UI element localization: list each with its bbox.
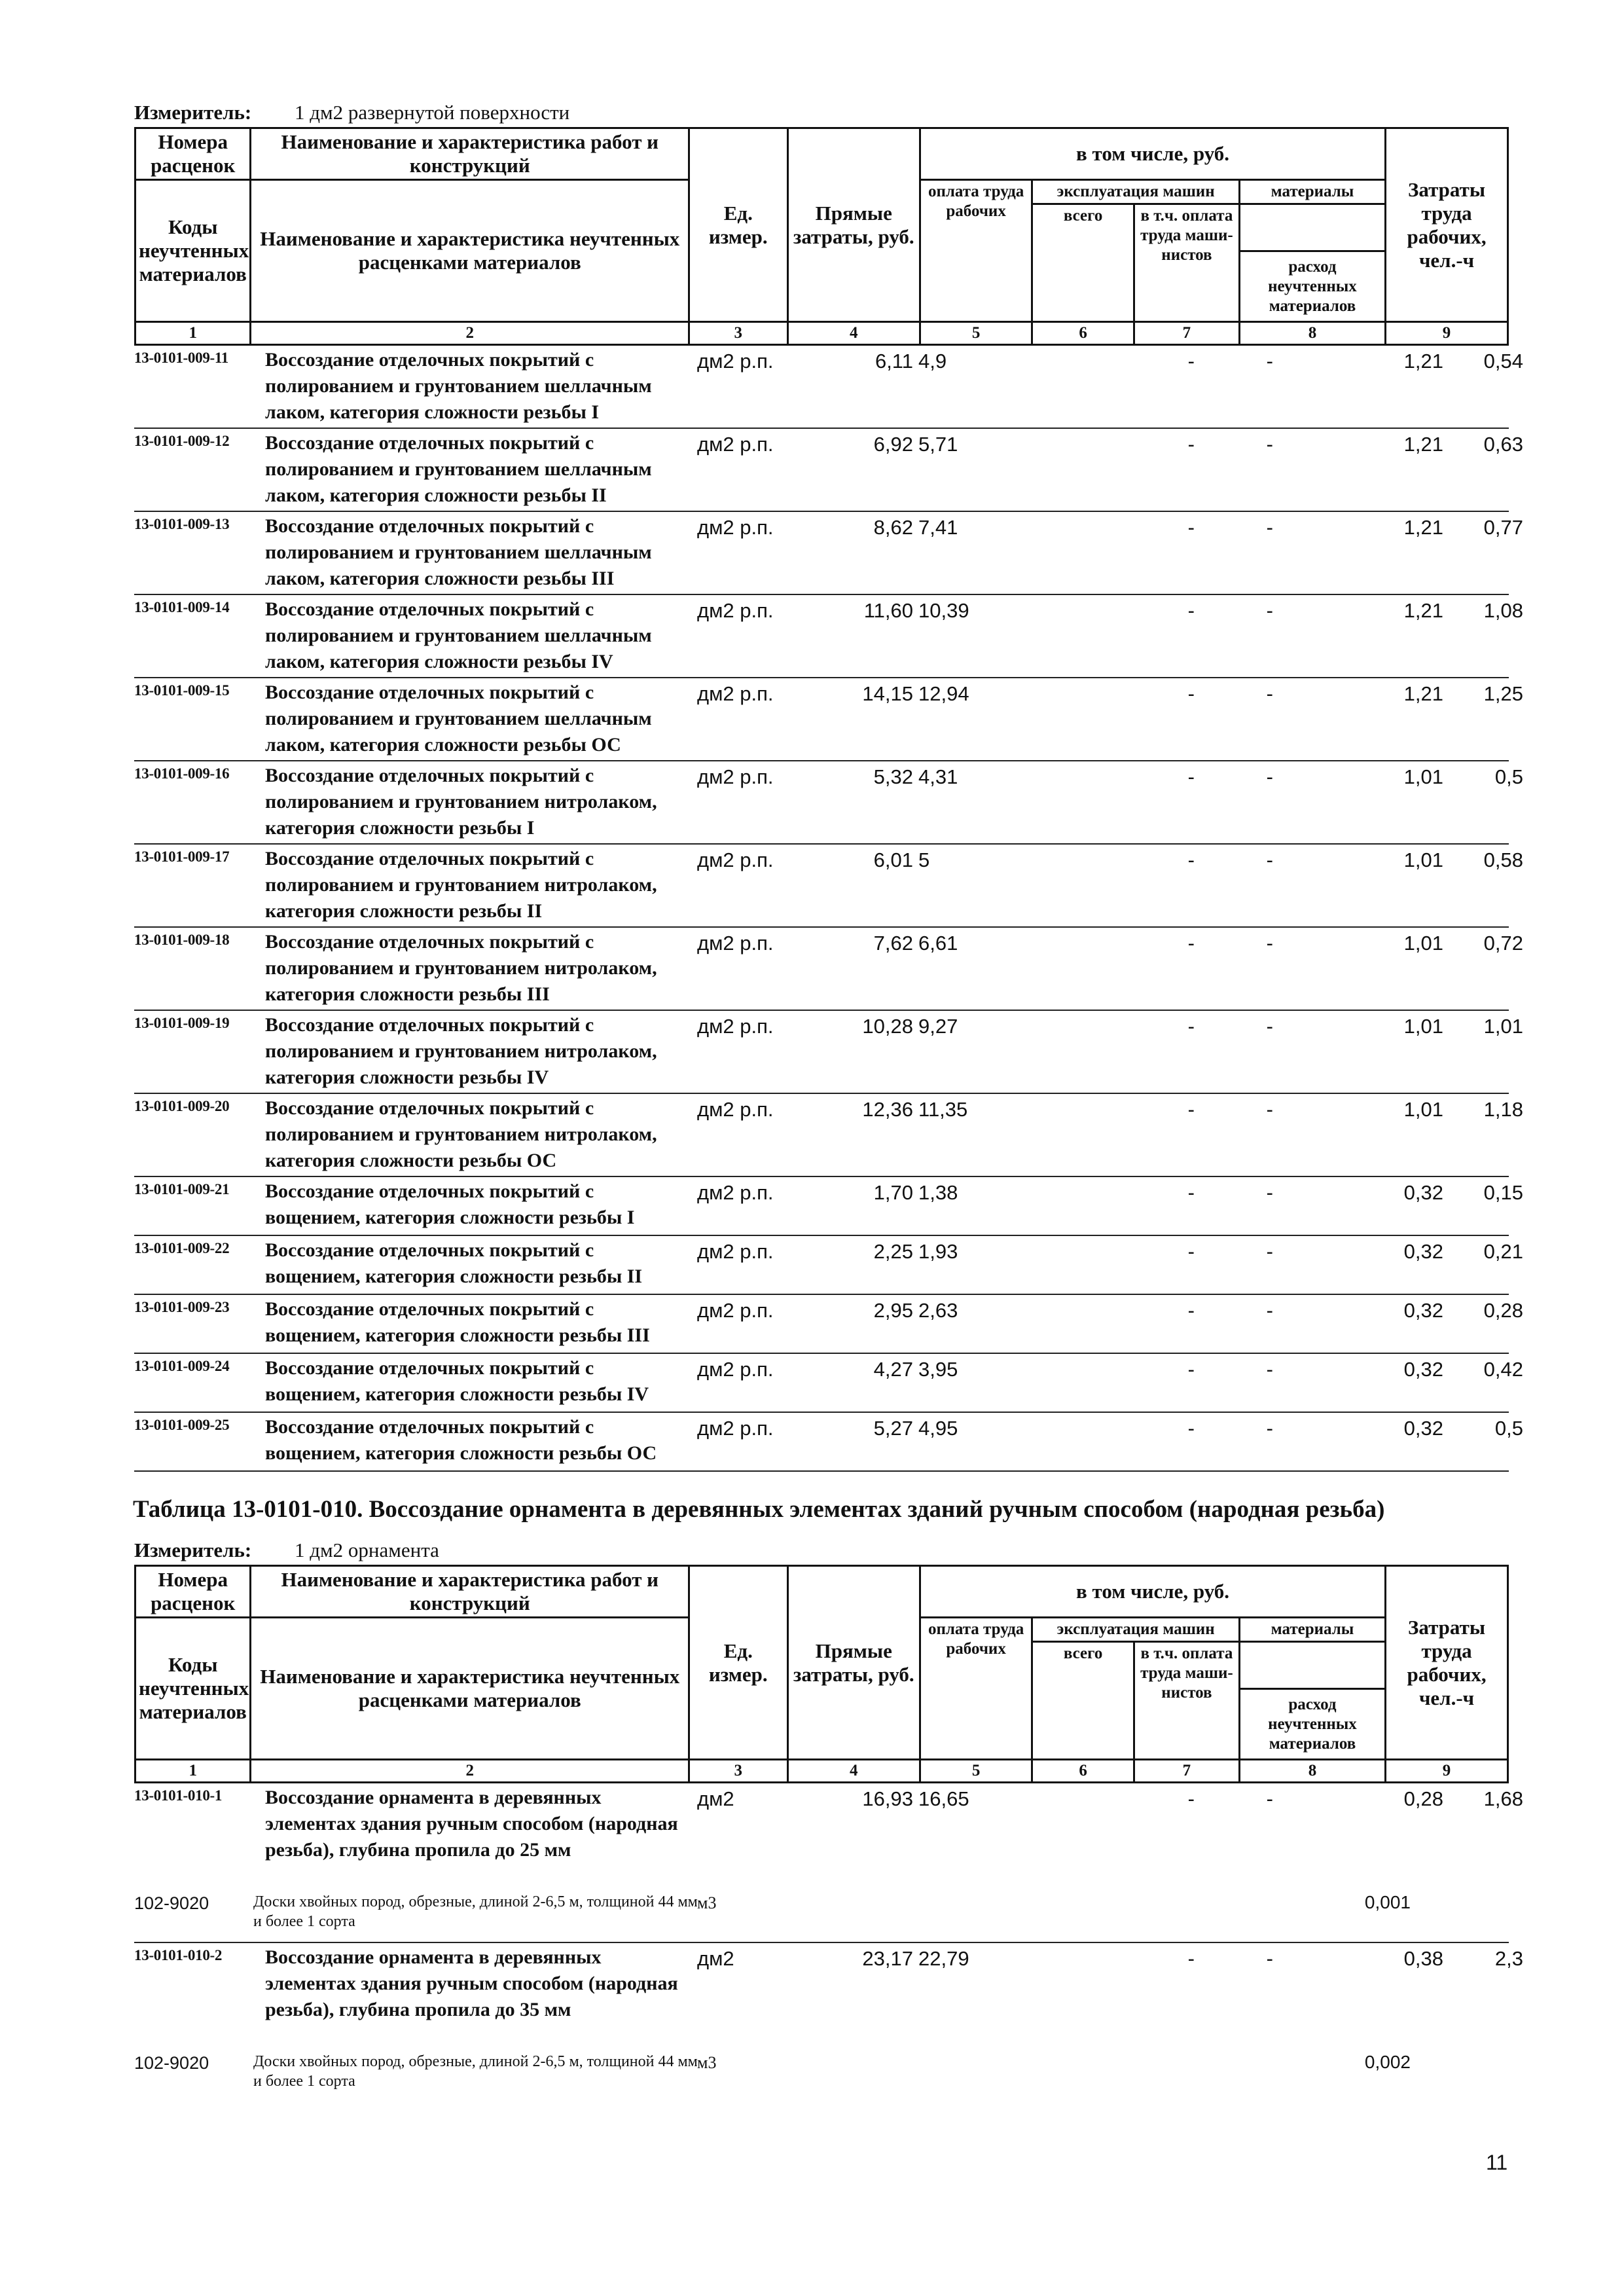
rate-code: 13-0101-010-1 [134, 1787, 223, 1804]
labor-pay: 12,94 [918, 682, 969, 705]
unit: дм2 р.п. [697, 516, 774, 539]
labor-hours: 0,42 [1483, 1358, 1523, 1381]
hdr2-mat-usage: расход неучтенных материалов [1239, 1689, 1385, 1760]
labor-pay: 10,39 [918, 599, 969, 622]
labor-hours: 0,28 [1483, 1299, 1523, 1322]
direct-costs: 14,15 [862, 682, 913, 705]
machines-total: - [1187, 1299, 1195, 1322]
machines-total: - [1187, 1240, 1195, 1263]
material-qty: 0,001 [1364, 1892, 1411, 1912]
rate-code: 13-0101-009-25 [134, 1417, 230, 1433]
machinist-pay: - [1266, 516, 1273, 539]
machines-total: - [1187, 350, 1195, 373]
labor-hours: 2,3 [1494, 1947, 1523, 1970]
direct-costs: 5,27 [873, 1417, 913, 1440]
material-name: Доски хвойных пород, обрезные, длиной 2-6,5 м, толщиной 44 мм и более 1 сорта [253, 2053, 698, 2090]
rate-code: 13-0101-009-11 [134, 350, 229, 366]
machines-total: - [1187, 1947, 1195, 1970]
materials-cost: 1,21 [1403, 682, 1443, 705]
work-name: Воссоздание отделочных покрытий с полированием и грунтованием нитролаком, категория сложности резьбы III [265, 931, 657, 1005]
hdr-num-3: 3 [689, 322, 788, 345]
labor-hours: 1,68 [1483, 1787, 1523, 1810]
rate-code: 13-0101-009-23 [134, 1299, 230, 1315]
measurer-value: 1 дм2 развернутой поверхности [295, 101, 570, 124]
unit: дм2 р.п. [697, 682, 774, 705]
hdr-materials: материалы [1239, 180, 1385, 204]
work-name: Воссоздание отделочных покрытий с полированием и грунтованием шеллачным лаком, категория сложности резьбы II [265, 432, 652, 506]
material-name: Доски хвойных пород, обрезные, длиной 2-6,5 м, толщиной 44 мм и более 1 сорта [253, 1893, 698, 1930]
labor-hours: 1,18 [1483, 1098, 1523, 1121]
work-name: Воссоздание орнамента в деревянных элементах здания ручным способом (народная резьба), глубина пропила до 35 мм [265, 1946, 678, 2020]
direct-costs: 7,62 [873, 932, 913, 955]
labor-hours: 1,01 [1483, 1015, 1523, 1038]
hdr-num-5: 5 [920, 322, 1032, 345]
rate-code: 13-0101-009-14 [134, 599, 230, 615]
table-row [134, 1094, 1523, 1177]
unit: дм2 р.п. [697, 1015, 774, 1038]
material-row [134, 2049, 1509, 2102]
hdr2-unit: Ед. измер. [689, 1566, 788, 1760]
labor-pay: 2,63 [918, 1299, 958, 1322]
hdr2-direct: Прямые затраты, руб. [787, 1566, 920, 1760]
unit: дм2 р.п. [697, 1299, 774, 1322]
labor-pay: 5 [918, 848, 930, 871]
direct-costs: 6,01 [873, 848, 913, 871]
machinist-pay: - [1266, 848, 1273, 871]
hdr-work-name: Наименование и характеристика работ и конструкций [251, 128, 689, 180]
rate-code: 13-0101-009-17 [134, 848, 230, 865]
hdr-machines: эксплуатация машин [1032, 180, 1240, 204]
work-name: Воссоздание отделочных покрытий с полированием и грунтованием шеллачным лаком, категория сложности резьбы ОС [265, 682, 652, 756]
labor-pay: 9,27 [918, 1015, 958, 1038]
measurer-line-1 [134, 98, 1522, 127]
table-row [134, 1354, 1523, 1413]
machinist-pay: - [1266, 1098, 1273, 1121]
hdr2-num-6: 6 [1032, 1760, 1134, 1783]
material-code: 102-9020 [134, 1893, 209, 1913]
materials-cost: 1,01 [1403, 848, 1443, 871]
machines-total: - [1187, 599, 1195, 622]
rate-code: 13-0101-009-15 [134, 682, 230, 699]
work-name: Воссоздание орнамента в деревянных элементах здания ручным способом (народная резьба), глубина пропила до 25 мм [265, 1787, 678, 1861]
materials-cost: 1,21 [1403, 350, 1443, 373]
work-name: Воссоздание отделочных покрытий с полированием и грунтованием нитролаком, категория сложности резьбы I [265, 765, 657, 839]
machinist-pay: - [1266, 1417, 1273, 1440]
work-name: Воссоздание отделочных покрытий с вощением, категория сложности резьбы ОС [265, 1416, 657, 1464]
material-qty: 0,002 [1364, 2052, 1411, 2072]
direct-costs: 1,70 [873, 1181, 913, 1204]
table-row [134, 678, 1523, 761]
machines-total: - [1187, 1098, 1195, 1121]
machinist-pay: - [1266, 1240, 1273, 1263]
hdr-codes: Коды неучтенных материалов [135, 180, 251, 322]
direct-costs: 4,27 [873, 1358, 913, 1381]
rate-code: 13-0101-009-21 [134, 1181, 230, 1197]
materials-cost: 0,28 [1403, 1787, 1443, 1810]
hdr-labor-cost: Затраты труда рабочих, чел.-ч [1386, 128, 1508, 322]
hdr-direct: Прямые затраты, руб. [787, 128, 920, 322]
materials-cost: 1,21 [1403, 599, 1443, 622]
labor-hours: 1,25 [1483, 682, 1523, 705]
direct-costs: 6,92 [873, 433, 913, 456]
labor-pay: 1,38 [918, 1181, 958, 1204]
hdr-mat-name: Наименование и характеристика неучтенных расценками материалов [251, 180, 689, 322]
unit: дм2 р.п. [697, 1417, 774, 1440]
rate-code: 13-0101-009-22 [134, 1240, 230, 1256]
rate-code: 13-0101-009-19 [134, 1015, 230, 1031]
materials-cost: 1,01 [1403, 932, 1443, 955]
table-row [134, 1236, 1523, 1295]
work-name: Воссоздание отделочных покрытий с полированием и грунтованием шеллачным лаком, категория сложности резьбы I [265, 349, 652, 423]
unit: дм2 р.п. [697, 1240, 774, 1263]
table-title-2: Таблица 13-0101-010. Воссоздание орнамента в деревянных элементах зданий ручным способом (народная резьба) [133, 1496, 1385, 1523]
labor-hours: 0,54 [1483, 350, 1523, 373]
table-header-2 [134, 1565, 1509, 1783]
measurer-value-2: 1 дм2 орнамента [295, 1539, 439, 1561]
machines-total: - [1187, 765, 1195, 788]
hdr-mat-blank [1239, 204, 1385, 251]
work-name: Воссоздание отделочных покрытий с полированием и грунтованием нитролаком, категория сложности резьбы IV [265, 1014, 657, 1088]
hdr-num-6: 6 [1032, 322, 1134, 345]
material-unit: м3 [697, 1893, 717, 1912]
hdr2-numbers: Номера расценок [135, 1566, 251, 1618]
hdr2-incl: в том числе, руб. [920, 1566, 1385, 1618]
materials-cost: 0,38 [1403, 1947, 1443, 1970]
materials-cost: 1,01 [1403, 1098, 1443, 1121]
work-name: Воссоздание отделочных покрытий с полированием и грунтованием нитролаком, категория сложности резьбы II [265, 848, 657, 922]
labor-pay: 4,9 [918, 350, 947, 373]
rate-code: 13-0101-009-20 [134, 1098, 230, 1114]
hdr-num-4: 4 [787, 322, 920, 345]
table-body-2 [134, 1783, 1523, 2102]
direct-costs: 2,95 [873, 1299, 913, 1322]
machinist-pay: - [1266, 932, 1273, 955]
labor-pay: 6,61 [918, 932, 958, 955]
material-unit: м3 [697, 2053, 717, 2072]
machinist-pay: - [1266, 1299, 1273, 1322]
hdr2-codes: Коды неучтенных материалов [135, 1618, 251, 1760]
hdr-numbers: Номера расценок [135, 128, 251, 180]
machinist-pay: - [1266, 350, 1273, 373]
labor-pay: 4,31 [918, 765, 958, 788]
materials-cost: 0,32 [1403, 1417, 1443, 1440]
machinist-pay: - [1266, 1015, 1273, 1038]
machinist-pay: - [1266, 1358, 1273, 1381]
rate-code: 13-0101-010-2 [134, 1947, 223, 1963]
machinist-pay: - [1266, 1181, 1273, 1204]
hdr2-labor-cost: Затраты труда рабочих, чел.-ч [1386, 1566, 1508, 1760]
materials-cost: 0,32 [1403, 1358, 1443, 1381]
table-row [134, 928, 1523, 1011]
hdr-mach-total: всего [1032, 204, 1134, 322]
table-row [134, 595, 1523, 678]
measurer-line-2 [134, 1536, 1522, 1565]
labor-hours: 0,72 [1483, 932, 1523, 955]
materials-cost: 0,32 [1403, 1240, 1443, 1263]
unit: дм2 р.п. [697, 350, 774, 373]
rate-code: 13-0101-009-18 [134, 932, 230, 948]
hdr-num-7: 7 [1134, 322, 1239, 345]
hdr2-work-name: Наименование и характеристика работ и конструкций [251, 1566, 689, 1618]
hdr-incl: в том числе, руб. [920, 128, 1385, 180]
materials-cost: 1,01 [1403, 1015, 1443, 1038]
hdr-num-8: 8 [1239, 322, 1385, 345]
unit: дм2 р.п. [697, 1181, 774, 1204]
machinist-pay: - [1266, 599, 1273, 622]
hdr-num-9: 9 [1386, 322, 1508, 345]
unit: дм2 р.п. [697, 599, 774, 622]
unit: дм2 р.п. [697, 433, 774, 456]
labor-hours: 0,5 [1494, 765, 1523, 788]
table-row [134, 512, 1523, 595]
hdr2-num-5: 5 [920, 1760, 1032, 1783]
measurer-label: Измеритель: [134, 101, 252, 124]
work-name: Воссоздание отделочных покрытий с вощением, категория сложности резьбы IV [265, 1357, 649, 1405]
hdr2-num-1: 1 [135, 1760, 251, 1783]
direct-costs: 10,28 [862, 1015, 913, 1038]
direct-costs: 6,11 [875, 350, 913, 373]
machinist-pay: - [1266, 765, 1273, 788]
materials-cost: 1,01 [1403, 765, 1443, 788]
labor-hours: 0,5 [1494, 1417, 1523, 1440]
hdr-labor: оплата труда рабочих [920, 180, 1032, 322]
work-name: Воссоздание отделочных покрытий с полированием и грунтованием шеллачным лаком, категория сложности резьбы III [265, 515, 652, 589]
work-name: Воссоздание отделочных покрытий с полированием и грунтованием шеллачным лаком, категория сложности резьбы IV [265, 598, 652, 672]
labor-pay: 5,71 [918, 433, 958, 456]
hdr2-machines: эксплуатация машин [1032, 1618, 1240, 1642]
unit: дм2 [697, 1787, 734, 1810]
labor-hours: 0,77 [1483, 516, 1523, 539]
measurer-label-2: Измеритель: [134, 1539, 252, 1561]
table-row [134, 1011, 1523, 1094]
materials-cost: 1,21 [1403, 433, 1443, 456]
hdr2-num-2: 2 [251, 1760, 689, 1783]
labor-pay: 3,95 [918, 1358, 958, 1381]
labor-hours: 0,21 [1483, 1240, 1523, 1263]
machines-total: - [1187, 1787, 1195, 1810]
labor-pay: 22,79 [918, 1947, 969, 1970]
document-page [134, 98, 1522, 2102]
work-name: Воссоздание отделочных покрытий с полированием и грунтованием нитролаком, категория сложности резьбы ОС [265, 1097, 657, 1171]
material-row [134, 1889, 1509, 1942]
work-name: Воссоздание отделочных покрытий с вощением, категория сложности резьбы III [265, 1298, 650, 1346]
machinist-pay: - [1266, 1947, 1273, 1970]
machines-total: - [1187, 1358, 1195, 1381]
machines-total: - [1187, 1181, 1195, 1204]
table-row [134, 346, 1523, 429]
unit: дм2 р.п. [697, 932, 774, 955]
hdr2-num-9: 9 [1386, 1760, 1508, 1783]
hdr2-labor: оплата труда рабочих [920, 1618, 1032, 1760]
materials-cost: 1,21 [1403, 516, 1443, 539]
machines-total: - [1187, 848, 1195, 871]
machines-total: - [1187, 516, 1195, 539]
table-row [134, 1783, 1523, 1889]
work-name: Воссоздание отделочных покрытий с вощением, категория сложности резьбы I [265, 1180, 635, 1228]
table-row [134, 1295, 1523, 1354]
labor-pay: 1,93 [918, 1240, 958, 1263]
machinist-pay: - [1266, 1787, 1273, 1810]
hdr2-materials: материалы [1239, 1618, 1385, 1642]
rate-code: 13-0101-009-12 [134, 433, 230, 449]
direct-costs: 23,17 [862, 1947, 913, 1970]
direct-costs: 5,32 [873, 765, 913, 788]
labor-pay: 16,65 [918, 1787, 969, 1810]
labor-pay: 11,35 [918, 1098, 968, 1121]
table-header-1 [134, 127, 1509, 346]
hdr-num-2: 2 [251, 322, 689, 345]
machines-total: - [1187, 682, 1195, 705]
work-name: Воссоздание отделочных покрытий с вощением, категория сложности резьбы II [265, 1239, 643, 1287]
direct-costs: 11,60 [863, 599, 913, 622]
direct-costs: 12,36 [862, 1098, 913, 1121]
hdr2-num-4: 4 [787, 1760, 920, 1783]
machines-total: - [1187, 1015, 1195, 1038]
rate-code: 13-0101-009-24 [134, 1358, 230, 1374]
hdr-num-1: 1 [135, 322, 251, 345]
table-row [134, 429, 1523, 512]
table-row [134, 845, 1523, 928]
machinist-pay: - [1266, 682, 1273, 705]
table-row [134, 1943, 1523, 2049]
labor-hours: 0,58 [1483, 848, 1523, 871]
direct-costs: 8,62 [873, 516, 913, 539]
hdr2-mach-total: всего [1032, 1642, 1134, 1760]
table-row [134, 1177, 1523, 1236]
machines-total: - [1187, 433, 1195, 456]
unit: дм2 р.п. [697, 1098, 774, 1121]
unit: дм2 р.п. [697, 765, 774, 788]
labor-pay: 4,95 [918, 1417, 958, 1440]
unit: дм2 [697, 1947, 734, 1970]
hdr2-num-7: 7 [1134, 1760, 1239, 1783]
direct-costs: 2,25 [873, 1240, 913, 1263]
unit: дм2 р.п. [697, 848, 774, 871]
hdr-mat-usage: расход неучтенных материалов [1239, 251, 1385, 322]
table-body-1 [134, 346, 1523, 1472]
labor-hours: 0,63 [1483, 433, 1523, 456]
rate-code: 13-0101-009-13 [134, 516, 230, 532]
page-number: 11 [1486, 2151, 1508, 2174]
unit: дм2 р.п. [697, 1358, 774, 1381]
machines-total: - [1187, 1417, 1195, 1440]
hdr2-num-8: 8 [1239, 1760, 1385, 1783]
rate-code: 13-0101-009-16 [134, 765, 230, 782]
hdr2-mat-blank [1239, 1642, 1385, 1689]
hdr2-mat-name: Наименование и характеристика неучтенных расценками материалов [251, 1618, 689, 1760]
materials-cost: 0,32 [1403, 1181, 1443, 1204]
labor-hours: 1,08 [1483, 599, 1523, 622]
hdr2-mach-labor: в т.ч. оплата труда маши- нистов [1134, 1642, 1239, 1760]
machinist-pay: - [1266, 433, 1273, 456]
machines-total: - [1187, 932, 1195, 955]
direct-costs: 16,93 [862, 1787, 913, 1810]
materials-cost: 0,32 [1403, 1299, 1443, 1322]
hdr-mach-labor: в т.ч. оплата труда маши- нистов [1134, 204, 1239, 322]
labor-hours: 0,15 [1483, 1181, 1523, 1204]
hdr-unit: Ед. измер. [689, 128, 788, 322]
hdr2-num-3: 3 [689, 1760, 788, 1783]
table-row [134, 761, 1523, 845]
labor-pay: 7,41 [918, 516, 958, 539]
material-code: 102-9020 [134, 2053, 209, 2073]
table-row [134, 1413, 1523, 1472]
